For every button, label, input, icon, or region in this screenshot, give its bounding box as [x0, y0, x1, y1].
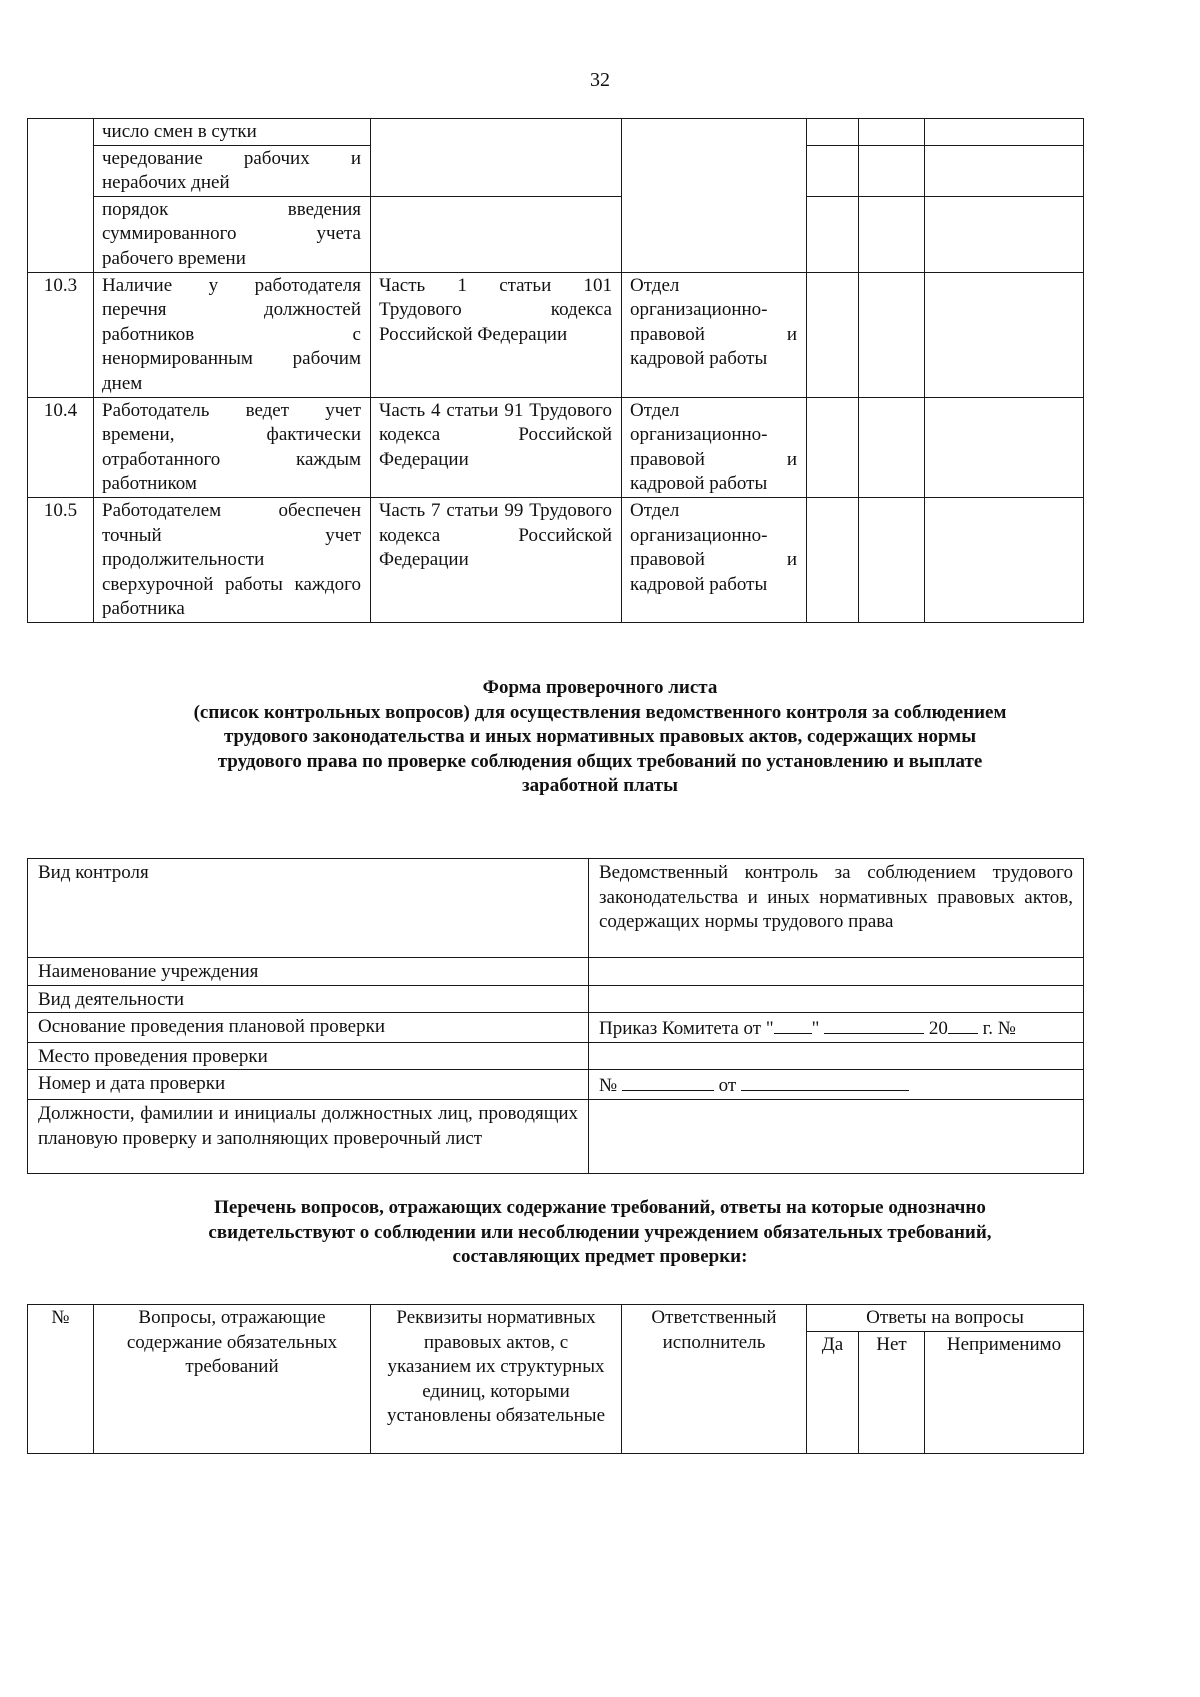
table-row [28, 119, 1084, 146]
form-heading-line: трудового права по проверке соблюдения общих требований по установлению и выплате [217, 750, 983, 772]
header-num: № [28, 1305, 94, 1454]
officials-field[interactable] [589, 1099, 1084, 1173]
form-heading-line: трудового законодательства и иных нормативных правовых актов, содержащих нормы [223, 726, 977, 747]
order-field[interactable] [589, 1013, 1084, 1043]
info-row-number-date [28, 1070, 1084, 1100]
row-number-cell [28, 119, 94, 273]
from-label: от [718, 1075, 737, 1097]
question-line: нерабочих дней [102, 172, 230, 194]
responsible-cell: Отдел организационно-правовой и кадровой работы [622, 272, 807, 397]
requisites-cell: Часть 4 статьи 91 Трудового кодекса Российской Федерации [371, 397, 622, 497]
info-label: Номер и дата проверки [28, 1070, 589, 1100]
question-cell: Наличие у работодателя перечня должностей работников с ненормированным рабочим днем [94, 272, 371, 397]
question-cell: число смен в сутки [94, 119, 371, 146]
number-sign: № [599, 1075, 618, 1097]
form-heading-line: (список контрольных вопросов) для осуществления ведомственного контроля за соблюдением [193, 701, 1007, 723]
answer-yes-cell[interactable] [807, 145, 859, 196]
requisites-cell [371, 196, 622, 272]
responsible-cell: Отдел организационно-правовой и кадровой работы [622, 497, 807, 622]
answer-na-cell[interactable] [925, 119, 1084, 146]
checklist-table-continuation [27, 118, 1084, 623]
info-label: Должности, фамилии и инициалы должностных лиц, проводящих плановую проверку и заполняющих проверочный лист [28, 1099, 589, 1173]
questions-heading-line: Перечень вопросов, отражающих содержание требований, ответы на которые однозначно [214, 1197, 986, 1218]
header-question: Вопросы, отражающие содержание обязательных требований [94, 1305, 371, 1454]
answer-no-cell[interactable] [859, 145, 925, 196]
answer-no-cell[interactable] [859, 272, 925, 397]
info-label: Вид контроля [28, 859, 589, 958]
form-heading-line: заработной платы [522, 775, 678, 796]
answer-yes-cell[interactable] [807, 119, 859, 146]
row-number: 10.4 [28, 397, 94, 497]
info-row-control-type [28, 859, 1084, 958]
institution-field[interactable] [589, 958, 1084, 986]
header-answers: Ответы на вопросы [807, 1305, 1084, 1332]
questions-header-row [28, 1305, 1084, 1332]
questions-list-heading [0, 1196, 1200, 1270]
row-number: 10.3 [28, 272, 94, 397]
answer-na-cell[interactable] [925, 145, 1084, 196]
questions-heading-line: свидетельствуют о соблюдении или несоблюдении учреждением обязательных требований, [208, 1221, 992, 1243]
header-requisites: Реквизиты нормативных правовых актов, с указанием их структурных единиц, которыми установлены обязательные [371, 1305, 622, 1454]
info-label: Наименование учреждения [28, 958, 589, 986]
info-label: Основание проведения плановой проверки [28, 1013, 589, 1043]
header-na: Неприменимо [925, 1331, 1084, 1453]
answer-yes-cell[interactable] [807, 397, 859, 497]
order-prefix: Приказ Комитета от " [599, 1018, 774, 1040]
questions-table [27, 1304, 1084, 1454]
answer-yes-cell[interactable] [807, 497, 859, 622]
answer-no-cell[interactable] [859, 119, 925, 146]
answer-no-cell[interactable] [859, 497, 925, 622]
inspection-info-table [27, 858, 1084, 1174]
answer-no-cell[interactable] [859, 196, 925, 272]
table-row [28, 397, 1084, 497]
order-quote: " [811, 1018, 820, 1040]
table-row [28, 497, 1084, 622]
answer-yes-cell[interactable] [807, 196, 859, 272]
answer-no-cell[interactable] [859, 397, 925, 497]
order-day-blank[interactable] [774, 1015, 812, 1034]
question-line: чередование рабочих и [102, 147, 361, 169]
info-row-activity [28, 985, 1084, 1013]
question-cell: порядок введения суммированного учета рабочего времени [94, 196, 371, 272]
row-number: 10.5 [28, 497, 94, 622]
date-blank[interactable] [741, 1072, 909, 1091]
order-year-prefix: 20 [928, 1018, 948, 1040]
requisites-cell: Часть 7 статьи 99 Трудового кодекса Российской Федерации [371, 497, 622, 622]
number-date-field[interactable] [589, 1070, 1084, 1100]
table-row [28, 272, 1084, 397]
question-cell [94, 145, 371, 196]
order-year-blank[interactable] [948, 1015, 978, 1034]
requisites-cell: Часть 1 статьи 101 Трудового кодекса Российской Федерации [371, 272, 622, 397]
answer-yes-cell[interactable] [807, 272, 859, 397]
answer-na-cell[interactable] [925, 272, 1084, 397]
order-suffix: г. № [982, 1018, 1016, 1040]
activity-field[interactable] [589, 985, 1084, 1013]
info-label: Место проведения проверки [28, 1042, 589, 1070]
header-yes: Да [807, 1331, 859, 1453]
answer-na-cell[interactable] [925, 397, 1084, 497]
questions-heading-line: составляющих предмет проверки: [452, 1246, 748, 1267]
requisites-cell [371, 119, 622, 197]
number-blank[interactable] [622, 1072, 714, 1091]
form-heading [0, 676, 1200, 799]
responsible-cell: Отдел организационно-правовой и кадровой работы [622, 397, 807, 497]
answer-na-cell[interactable] [925, 196, 1084, 272]
form-heading-title: Форма проверочного листа [482, 677, 718, 698]
page-number: 32 [590, 69, 610, 91]
info-row-officials [28, 1099, 1084, 1173]
info-row-institution [28, 958, 1084, 986]
answer-na-cell[interactable] [925, 497, 1084, 622]
table-row [28, 196, 1084, 272]
info-value: Ведомственный контроль за соблюдением трудового законодательства и иных нормативных правовых актов, содержащих нормы трудового права [589, 859, 1084, 958]
place-field[interactable] [589, 1042, 1084, 1070]
question-cell: Работодатель ведет учет времени, фактически отработанного каждым работником [94, 397, 371, 497]
responsible-cell [622, 119, 807, 273]
header-no: Нет [859, 1331, 925, 1453]
question-cell: Работодателем обеспечен точный учет продолжительности сверхурочной работы каждого работника [94, 497, 371, 622]
info-label: Вид деятельности [28, 985, 589, 1013]
order-month-blank[interactable] [824, 1015, 924, 1034]
info-row-basis [28, 1013, 1084, 1043]
header-responsible: Ответственный исполнитель [622, 1305, 807, 1454]
info-row-place [28, 1042, 1084, 1070]
